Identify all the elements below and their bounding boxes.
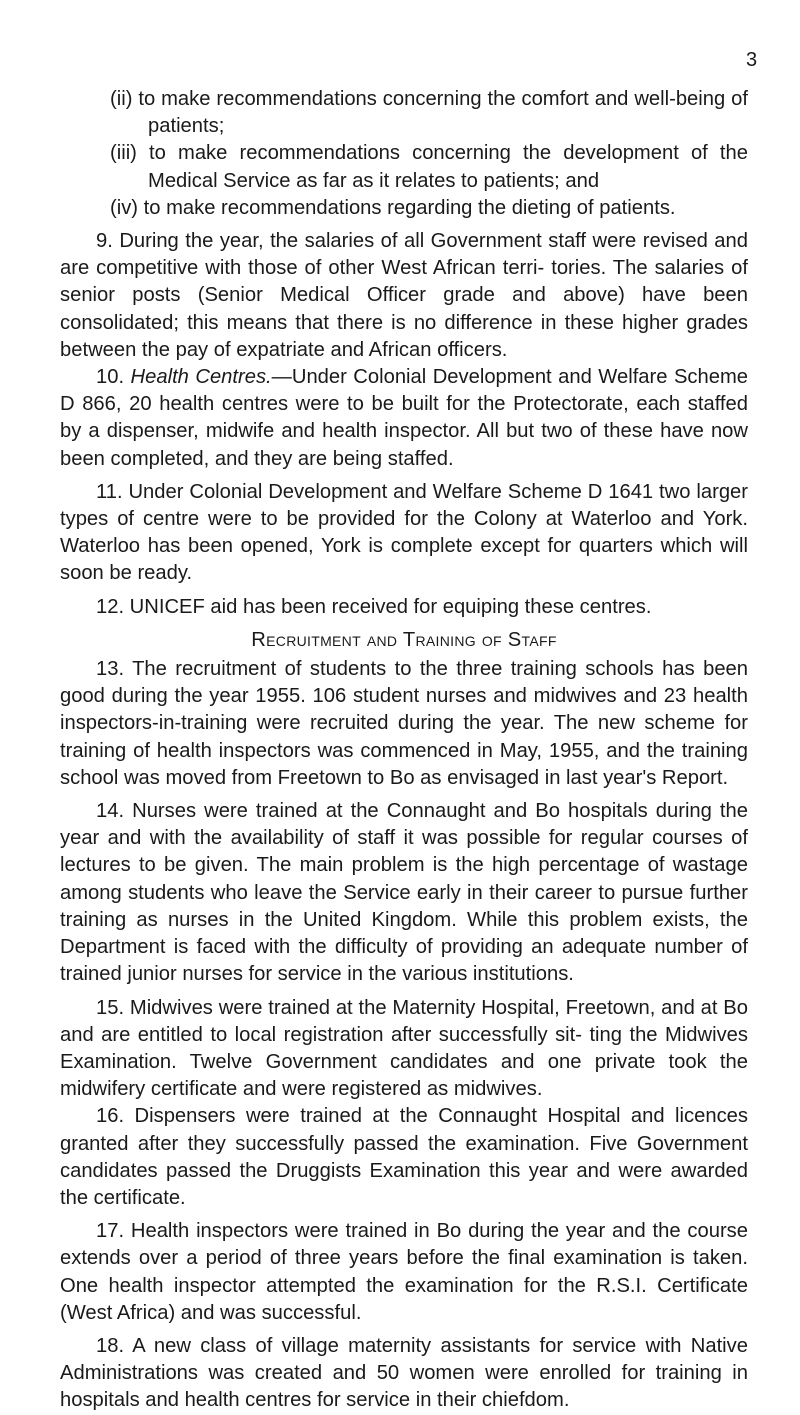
paragraph-15: 15. Midwives were trained at the Maternity Hospital, Freetown, and at Bo and are entitled to local registration after successfully sit- ting the Midwives Examination. Twelve Government candidates and one private took the midwifery certificate and were registered as midwives. [60, 996, 748, 1101]
paragraph-18: 18. A new class of village maternity assistants for service with Native Administrations was created and 50 women were enrolled for training in hospitals and health centres for service in their chiefdom. [60, 1334, 748, 1412]
paragraph-14: 14. Nurses were trained at the Connaught and Bo hospitals during the year and with the availability of staff it was possible for regular courses of lectures to be given. The main problem is the high percentage of wastage among students who leave the Service early in their career to pursue further training as nurses in the United Kingdom. While this problem exists, the Department is faced with the difficulty of providing an adequate number of trained junior nurses for service in the various institutions. [60, 800, 748, 986]
paragraph-16: 16. Dispensers were trained at the Connaught Hospital and licences granted after they successfully passed the examination. Five Government candidates passed the Druggists Examination this year and were awarded the certificate. [60, 1105, 748, 1209]
subitem-ii: (ii) to make recommendations concerning the comfort and well-being of patients; [110, 88, 748, 138]
health-centres-title: Health Centres. [130, 366, 272, 389]
paragraph-10-body: —Under Colonial Development and Welfare Scheme D 866, 20 health centres were to be built for the Protectorate, each staffed by a dispenser, midwife and health inspector. All but two of these have now been completed, and they are being staffed. [60, 366, 748, 470]
paragraph-10-number: 10. [96, 366, 131, 389]
paragraph-12: 12. UNICEF aid has been received for equiping these centres. [96, 595, 652, 618]
subitem-iii: (iii) to make recommendations concerning the development of the Medical Service as far as it relates to patients; and [110, 142, 748, 192]
section-heading: Recruitment and Training of Staff [251, 628, 557, 651]
page-number: 3 [746, 49, 758, 71]
body-text [60, 86, 748, 1415]
paragraph-9: 9. During the year, the salaries of all Government staff were revised and are competitive with those of other West African terri- tories. The salaries of senior posts (Senior Medical Officer grade and above) have been consolidated; this means that there is no difference in these higher grades between the pay of expatriate and African officers. [60, 230, 748, 361]
paragraph-13: 13. The recruitment of students to the three training schools has been good during the year 1955. 106 student nurses and midwives and 23 health inspectors-in-training were recruited during the year. The new scheme for training of health inspectors was commenced in May, 1955, and the training school was moved from Freetown to Bo as envisaged in last year's Report. [60, 658, 748, 789]
subitem-iv: (iv) to make recommendations regarding the dieting of patients. [110, 196, 676, 219]
paragraph-17: 17. Health inspectors were trained in Bo during the year and the course extends over a period of three years before the final examination is taken. One health inspector attempted the examination for the R.S.I. Certificate (West Africa) and was successful. [60, 1220, 748, 1324]
paragraph-10 [60, 364, 748, 473]
paragraph-11: 11. Under Colonial Development and Welfare Scheme D 1641 two larger types of centre were to be provided for the Colony at Waterloo and York. Waterloo has been opened, York is complete except for quarters which will soon be ready. [60, 480, 748, 585]
